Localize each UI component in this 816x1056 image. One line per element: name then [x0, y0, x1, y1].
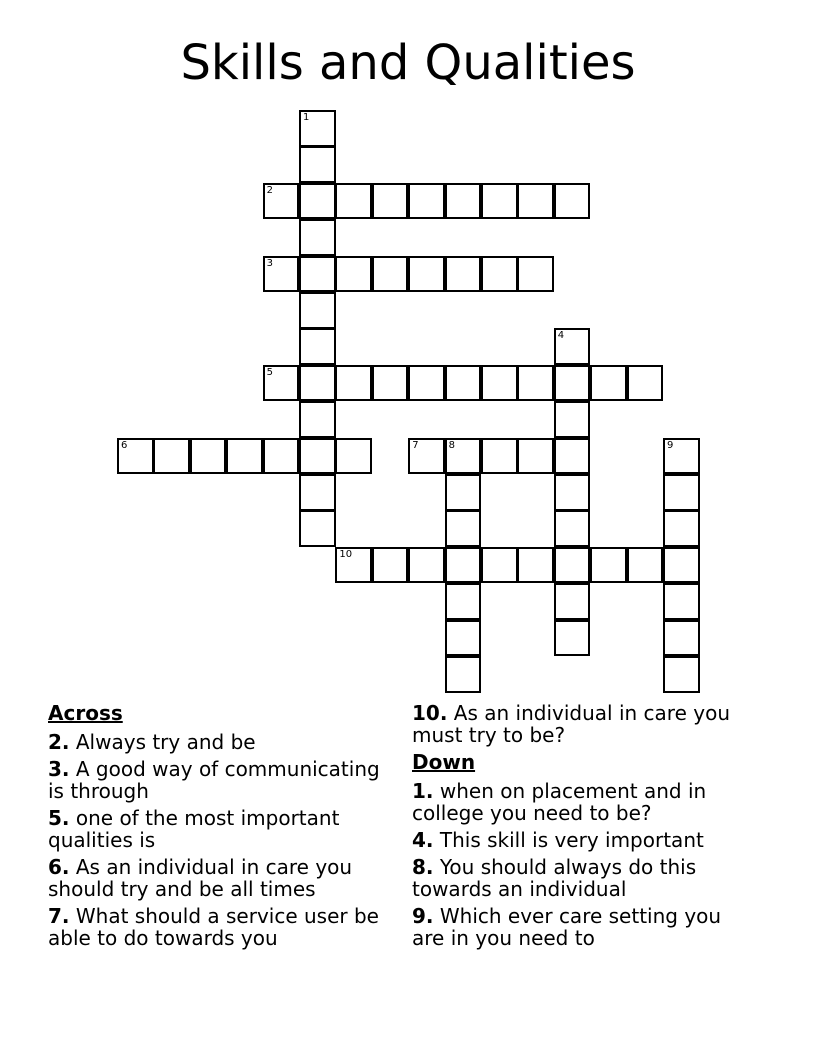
crossword-cell[interactable]	[299, 474, 336, 511]
crossword-cell[interactable]	[517, 547, 554, 584]
crossword-cell[interactable]	[445, 620, 482, 657]
crossword-cell[interactable]	[481, 365, 518, 402]
crossword-cell[interactable]	[554, 438, 591, 475]
crossword-cell[interactable]	[263, 438, 300, 475]
crossword-cell[interactable]	[299, 183, 336, 220]
clue-text: As an individual in care you should try and be all times	[48, 855, 353, 901]
clue-text: As an individual in care you must try to be?	[412, 701, 730, 747]
crossword-cell[interactable]	[554, 328, 591, 365]
crossword-cell[interactable]	[554, 365, 591, 402]
crossword-cell[interactable]	[517, 256, 554, 293]
crossword-cell[interactable]	[663, 583, 700, 620]
clue-number: 1.	[412, 779, 434, 803]
clue-number-label: 5	[266, 366, 273, 378]
crossword-cell[interactable]	[299, 510, 336, 547]
clue-number-label: 6	[121, 439, 128, 451]
crossword-cell[interactable]	[372, 365, 409, 402]
crossword-cell[interactable]	[445, 438, 482, 475]
crossword-cell[interactable]	[481, 183, 518, 220]
down-clue-9	[412, 905, 752, 949]
crossword-cell[interactable]	[408, 438, 445, 475]
crossword-cell[interactable]	[299, 292, 336, 329]
crossword-cell[interactable]	[517, 438, 554, 475]
crossword-cell[interactable]	[663, 438, 700, 475]
crossword-cell[interactable]	[554, 183, 591, 220]
clue-number-label: 9	[667, 439, 674, 451]
crossword-cell[interactable]	[554, 474, 591, 511]
clue-number: 5.	[48, 806, 70, 830]
clue-number: 3.	[48, 757, 70, 781]
crossword-cell[interactable]	[554, 510, 591, 547]
crossword-cell[interactable]	[408, 183, 445, 220]
crossword-cell[interactable]	[481, 256, 518, 293]
crossword-cell[interactable]	[554, 401, 591, 438]
clue-number: 6.	[48, 855, 70, 879]
crossword-cell[interactable]	[299, 365, 336, 402]
crossword-cell[interactable]	[445, 510, 482, 547]
crossword-cell[interactable]	[663, 474, 700, 511]
crossword-cell[interactable]	[226, 438, 263, 475]
crossword-cell[interactable]	[263, 183, 300, 220]
crossword-cell[interactable]	[299, 219, 336, 256]
crossword-cell[interactable]	[263, 365, 300, 402]
clue-number-label: 1	[303, 112, 310, 123]
crossword-cell[interactable]	[590, 365, 627, 402]
crossword-cell[interactable]	[445, 583, 482, 620]
clue-number: 7.	[48, 904, 70, 928]
page-title: Skills and Qualities	[180, 35, 636, 91]
crossword-cell[interactable]	[299, 438, 336, 475]
across-clue-10	[412, 702, 752, 746]
across-clue-3	[48, 758, 388, 802]
clue-text: when on placement and in college you need to be?	[412, 779, 707, 825]
across-clue-6	[48, 856, 388, 900]
crossword-cell[interactable]	[335, 547, 372, 584]
crossword-cell[interactable]	[627, 365, 664, 402]
crossword-cell[interactable]	[445, 656, 482, 693]
crossword-cell[interactable]	[408, 547, 445, 584]
clue-number-label: 4	[557, 330, 565, 342]
clue-text: Which ever care setting you are in you need to	[412, 904, 722, 950]
clue-number: 2.	[48, 730, 70, 754]
clue-text: one of the most important qualities is	[48, 806, 340, 852]
across-clue-5	[48, 807, 388, 851]
clue-number: 8.	[412, 855, 434, 879]
across-clue-2	[48, 731, 388, 753]
crossword-cell[interactable]	[263, 256, 300, 293]
crossword-cell[interactable]	[445, 183, 482, 220]
clue-text: Always try and be	[75, 730, 256, 754]
crossword-cell[interactable]	[335, 365, 372, 402]
across-clue-7	[48, 905, 388, 949]
crossword-cell[interactable]	[663, 510, 700, 547]
crossword-cell[interactable]	[372, 256, 409, 293]
crossword-cell[interactable]	[445, 474, 482, 511]
crossword-cell[interactable]	[627, 547, 664, 584]
clue-text: This skill is very important	[439, 828, 704, 852]
clue-number-label: 8	[448, 439, 455, 451]
clue-number-label: 3	[266, 257, 273, 269]
crossword-cell[interactable]	[190, 438, 227, 475]
down-clue-4	[412, 829, 752, 851]
crossword-cell[interactable]	[590, 547, 627, 584]
crossword-cell[interactable]	[335, 256, 372, 293]
crossword-cell[interactable]	[408, 256, 445, 293]
crossword-cell[interactable]	[481, 547, 518, 584]
clue-number-label: 10	[339, 548, 353, 560]
crossword-cell[interactable]	[517, 365, 554, 402]
crossword-cell[interactable]	[445, 365, 482, 402]
crossword-cell[interactable]	[372, 547, 409, 584]
down-heading: Down	[412, 750, 476, 774]
down-clue-8	[412, 856, 752, 900]
crossword-cell[interactable]	[481, 438, 518, 475]
clue-number-label: 7	[412, 439, 419, 451]
clue-text: What should a service user be able to do towards you	[48, 904, 379, 950]
crossword-cell[interactable]	[153, 438, 190, 475]
crossword-cell[interactable]	[408, 365, 445, 402]
clues-column-right	[412, 702, 752, 954]
crossword-cell[interactable]	[554, 620, 591, 657]
crossword-cell[interactable]	[517, 183, 554, 220]
down-clue-1	[412, 780, 752, 824]
clue-number: 4.	[412, 828, 434, 852]
crossword-cell[interactable]	[663, 656, 700, 693]
crossword-cell[interactable]	[663, 620, 700, 657]
clue-number-label: 2	[266, 184, 273, 196]
crossword-cell[interactable]	[299, 110, 336, 147]
crossword-cell[interactable]	[299, 256, 336, 293]
crossword-cell[interactable]	[663, 547, 700, 584]
crossword-cell[interactable]	[299, 401, 336, 438]
clue-text: A good way of communicating is through	[48, 757, 380, 803]
crossword-cell[interactable]	[299, 146, 336, 183]
clue-text: You should always do this towards an individual	[412, 855, 697, 901]
crossword-cell[interactable]	[554, 583, 591, 620]
crossword-cell[interactable]	[335, 438, 372, 475]
crossword-cell[interactable]	[445, 256, 482, 293]
across-heading: Across	[48, 701, 123, 725]
crossword-cell[interactable]	[299, 328, 336, 365]
crossword-cell[interactable]	[372, 183, 409, 220]
crossword-cell[interactable]	[554, 547, 591, 584]
clues-column-left	[48, 702, 388, 954]
crossword-cell[interactable]	[335, 183, 372, 220]
clue-number: 9.	[412, 904, 434, 928]
clue-number: 10.	[412, 701, 448, 725]
crossword-cell[interactable]	[117, 438, 154, 475]
crossword-cell[interactable]	[445, 547, 482, 584]
